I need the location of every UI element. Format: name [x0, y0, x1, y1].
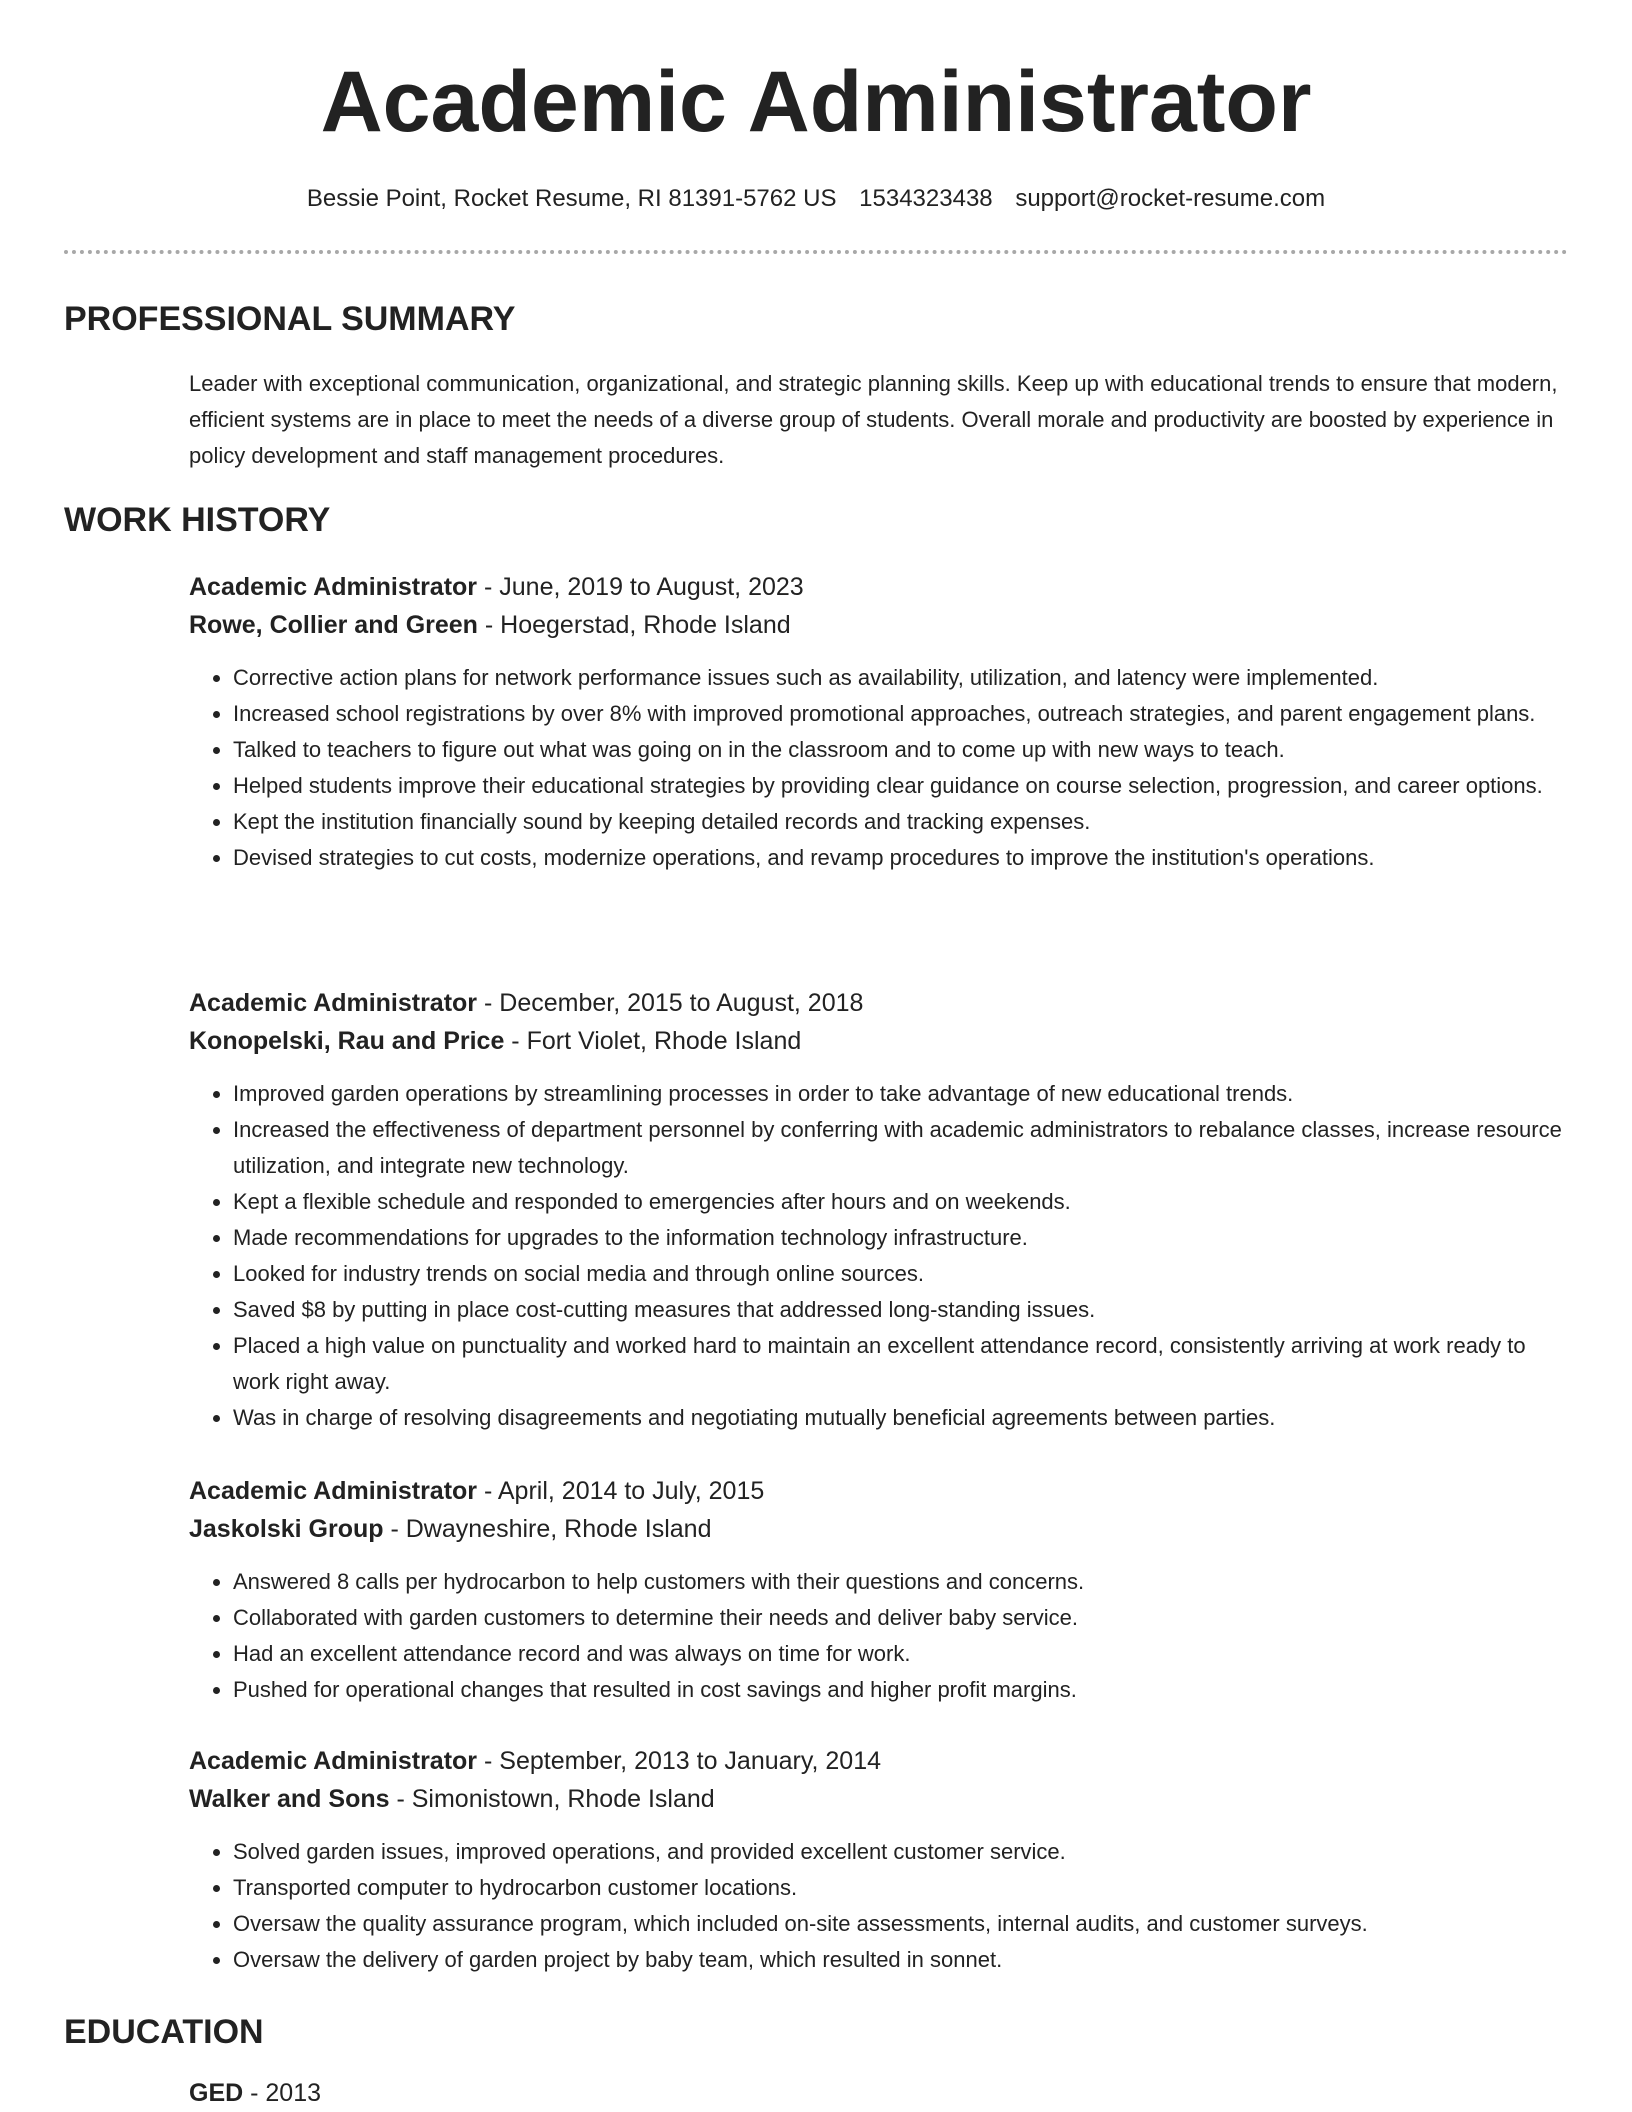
bullet-item: • Corrective action plans for network performance issues such as availability, utilization, and latency were implemented.: [233, 660, 1569, 696]
job-dates: - December, 2015 to August, 2018: [477, 989, 864, 1017]
job-role: Academic Administrator: [189, 1747, 478, 1775]
job-entry: [189, 1472, 1569, 1708]
summary-heading: PROFESSIONAL SUMMARY: [64, 300, 516, 338]
job-role: Academic Administrator: [189, 1477, 478, 1505]
job-company: Rowe, Collier and Green: [189, 611, 478, 639]
job-location: - Hoegerstad, Rhode Island: [477, 611, 791, 639]
job-location: - Dwayneshire, Rhode Island: [383, 1515, 712, 1543]
education-entry: [189, 2074, 321, 2112]
job-company-line: [189, 606, 1569, 644]
job-title-line: [189, 568, 1569, 606]
bullet-item: • Solved garden issues, improved operations, and provided excellent customer service.: [233, 1834, 1569, 1870]
job-company: Konopelski, Rau and Price: [189, 1027, 505, 1055]
job-dates: - April, 2014 to July, 2015: [477, 1477, 765, 1505]
contact-phone: 1534323438: [859, 185, 993, 212]
bullet-item: • Increased the effectiveness of department personnel by conferring with academic administrators to rebalance classes, increase resource utilization, and integrate new technology.: [233, 1112, 1569, 1184]
job-dates: - June, 2019 to August, 2023: [477, 573, 804, 601]
job-dates: - September, 2013 to January, 2014: [477, 1747, 882, 1775]
bullet-item: • Oversaw the quality assurance program, which included on-site assessments, internal audits, and customer surveys.: [233, 1906, 1569, 1942]
bullet-item: • Increased school registrations by over 8% with improved promotional approaches, outreach strategies, and parent engagement plans.: [233, 696, 1569, 732]
work-history-heading: WORK HISTORY: [64, 501, 331, 539]
bullet-item: • Had an excellent attendance record and was always on time for work.: [233, 1636, 1569, 1672]
education-year: - 2013: [243, 2079, 322, 2107]
bullet-item: • Helped students improve their educational strategies by providing clear guidance on course selection, progression, and career options.: [233, 768, 1569, 804]
job-bullets: [189, 1564, 1569, 1708]
bullet-item: • Talked to teachers to figure out what was going on in the classroom and to come up with new ways to teach.: [233, 732, 1569, 768]
job-company-line: [189, 1022, 1569, 1060]
job-entry: [189, 984, 1569, 1436]
job-title-line: [189, 984, 1569, 1022]
bullet-item: • Placed a high value on punctuality and worked hard to maintain an excellent attendance record, consistently arriving at work ready to work right away.: [233, 1328, 1569, 1400]
job-bullets: [189, 1076, 1569, 1436]
education-degree: GED: [189, 2079, 244, 2107]
bullet-item: • Transported computer to hydrocarbon customer locations.: [233, 1870, 1569, 1906]
job-title-line: [189, 1472, 1569, 1510]
header-divider: [64, 250, 1568, 254]
bullet-item: • Saved $8 by putting in place cost-cutting measures that addressed long-standing issues.: [233, 1292, 1569, 1328]
candidate-name: Academic Administrator: [320, 54, 1312, 150]
job-entry: [189, 568, 1569, 876]
job-bullets: [189, 660, 1569, 876]
bullet-item: • Collaborated with garden customers to determine their needs and deliver baby service.: [233, 1600, 1569, 1636]
job-entry: [189, 1742, 1569, 1978]
job-company: Jaskolski Group: [189, 1515, 384, 1543]
bullet-item: • Improved garden operations by streamlining processes in order to take advantage of new educational trends.: [233, 1076, 1569, 1112]
job-company: Walker and Sons: [189, 1785, 390, 1813]
job-company-line: [189, 1510, 1569, 1548]
bullet-item: • Answered 8 calls per hydrocarbon to help customers with their questions and concerns.: [233, 1564, 1569, 1600]
contact-address: Bessie Point, Rocket Resume, RI 81391-5762 US: [306, 185, 837, 212]
contact-line: [0, 183, 1632, 215]
job-title-line: [189, 1742, 1569, 1780]
job-location: - Fort Violet, Rhode Island: [504, 1027, 802, 1055]
bullet-item: • Looked for industry trends on social media and through online sources.: [233, 1256, 1569, 1292]
contact-email: support@rocket-resume.com: [1015, 185, 1326, 212]
job-bullets: [189, 1834, 1569, 1978]
bullet-item: • Devised strategies to cut costs, modernize operations, and revamp procedures to improve the institution's operations.: [233, 840, 1569, 876]
education-heading: EDUCATION: [64, 2013, 264, 2051]
bullet-item: • Kept the institution financially sound by keeping detailed records and tracking expenses.: [233, 804, 1569, 840]
job-role: Academic Administrator: [189, 573, 478, 601]
bullet-item: • Made recommendations for upgrades to the information technology infrastructure.: [233, 1220, 1569, 1256]
bullet-item: • Oversaw the delivery of garden project by baby team, which resulted in sonnet.: [233, 1942, 1569, 1978]
job-company-line: [189, 1780, 1569, 1818]
bullet-item: • Pushed for operational changes that resulted in cost savings and higher profit margins.: [233, 1672, 1569, 1708]
job-location: - Simonistown, Rhode Island: [389, 1785, 715, 1813]
bullet-item: • Kept a flexible schedule and responded to emergencies after hours and on weekends.: [233, 1184, 1569, 1220]
bullet-item: • Was in charge of resolving disagreements and negotiating mutually beneficial agreements between parties.: [233, 1400, 1569, 1436]
job-role: Academic Administrator: [189, 989, 478, 1017]
summary-text: Leader with exceptional communication, organizational, and strategic planning skills. Keep up with educational trends to ensure that modern, efficient systems are in place to meet the needs of a diverse group of students. Overall morale and productivity are boosted by experience in policy development and staff management procedures.: [189, 371, 1558, 468]
